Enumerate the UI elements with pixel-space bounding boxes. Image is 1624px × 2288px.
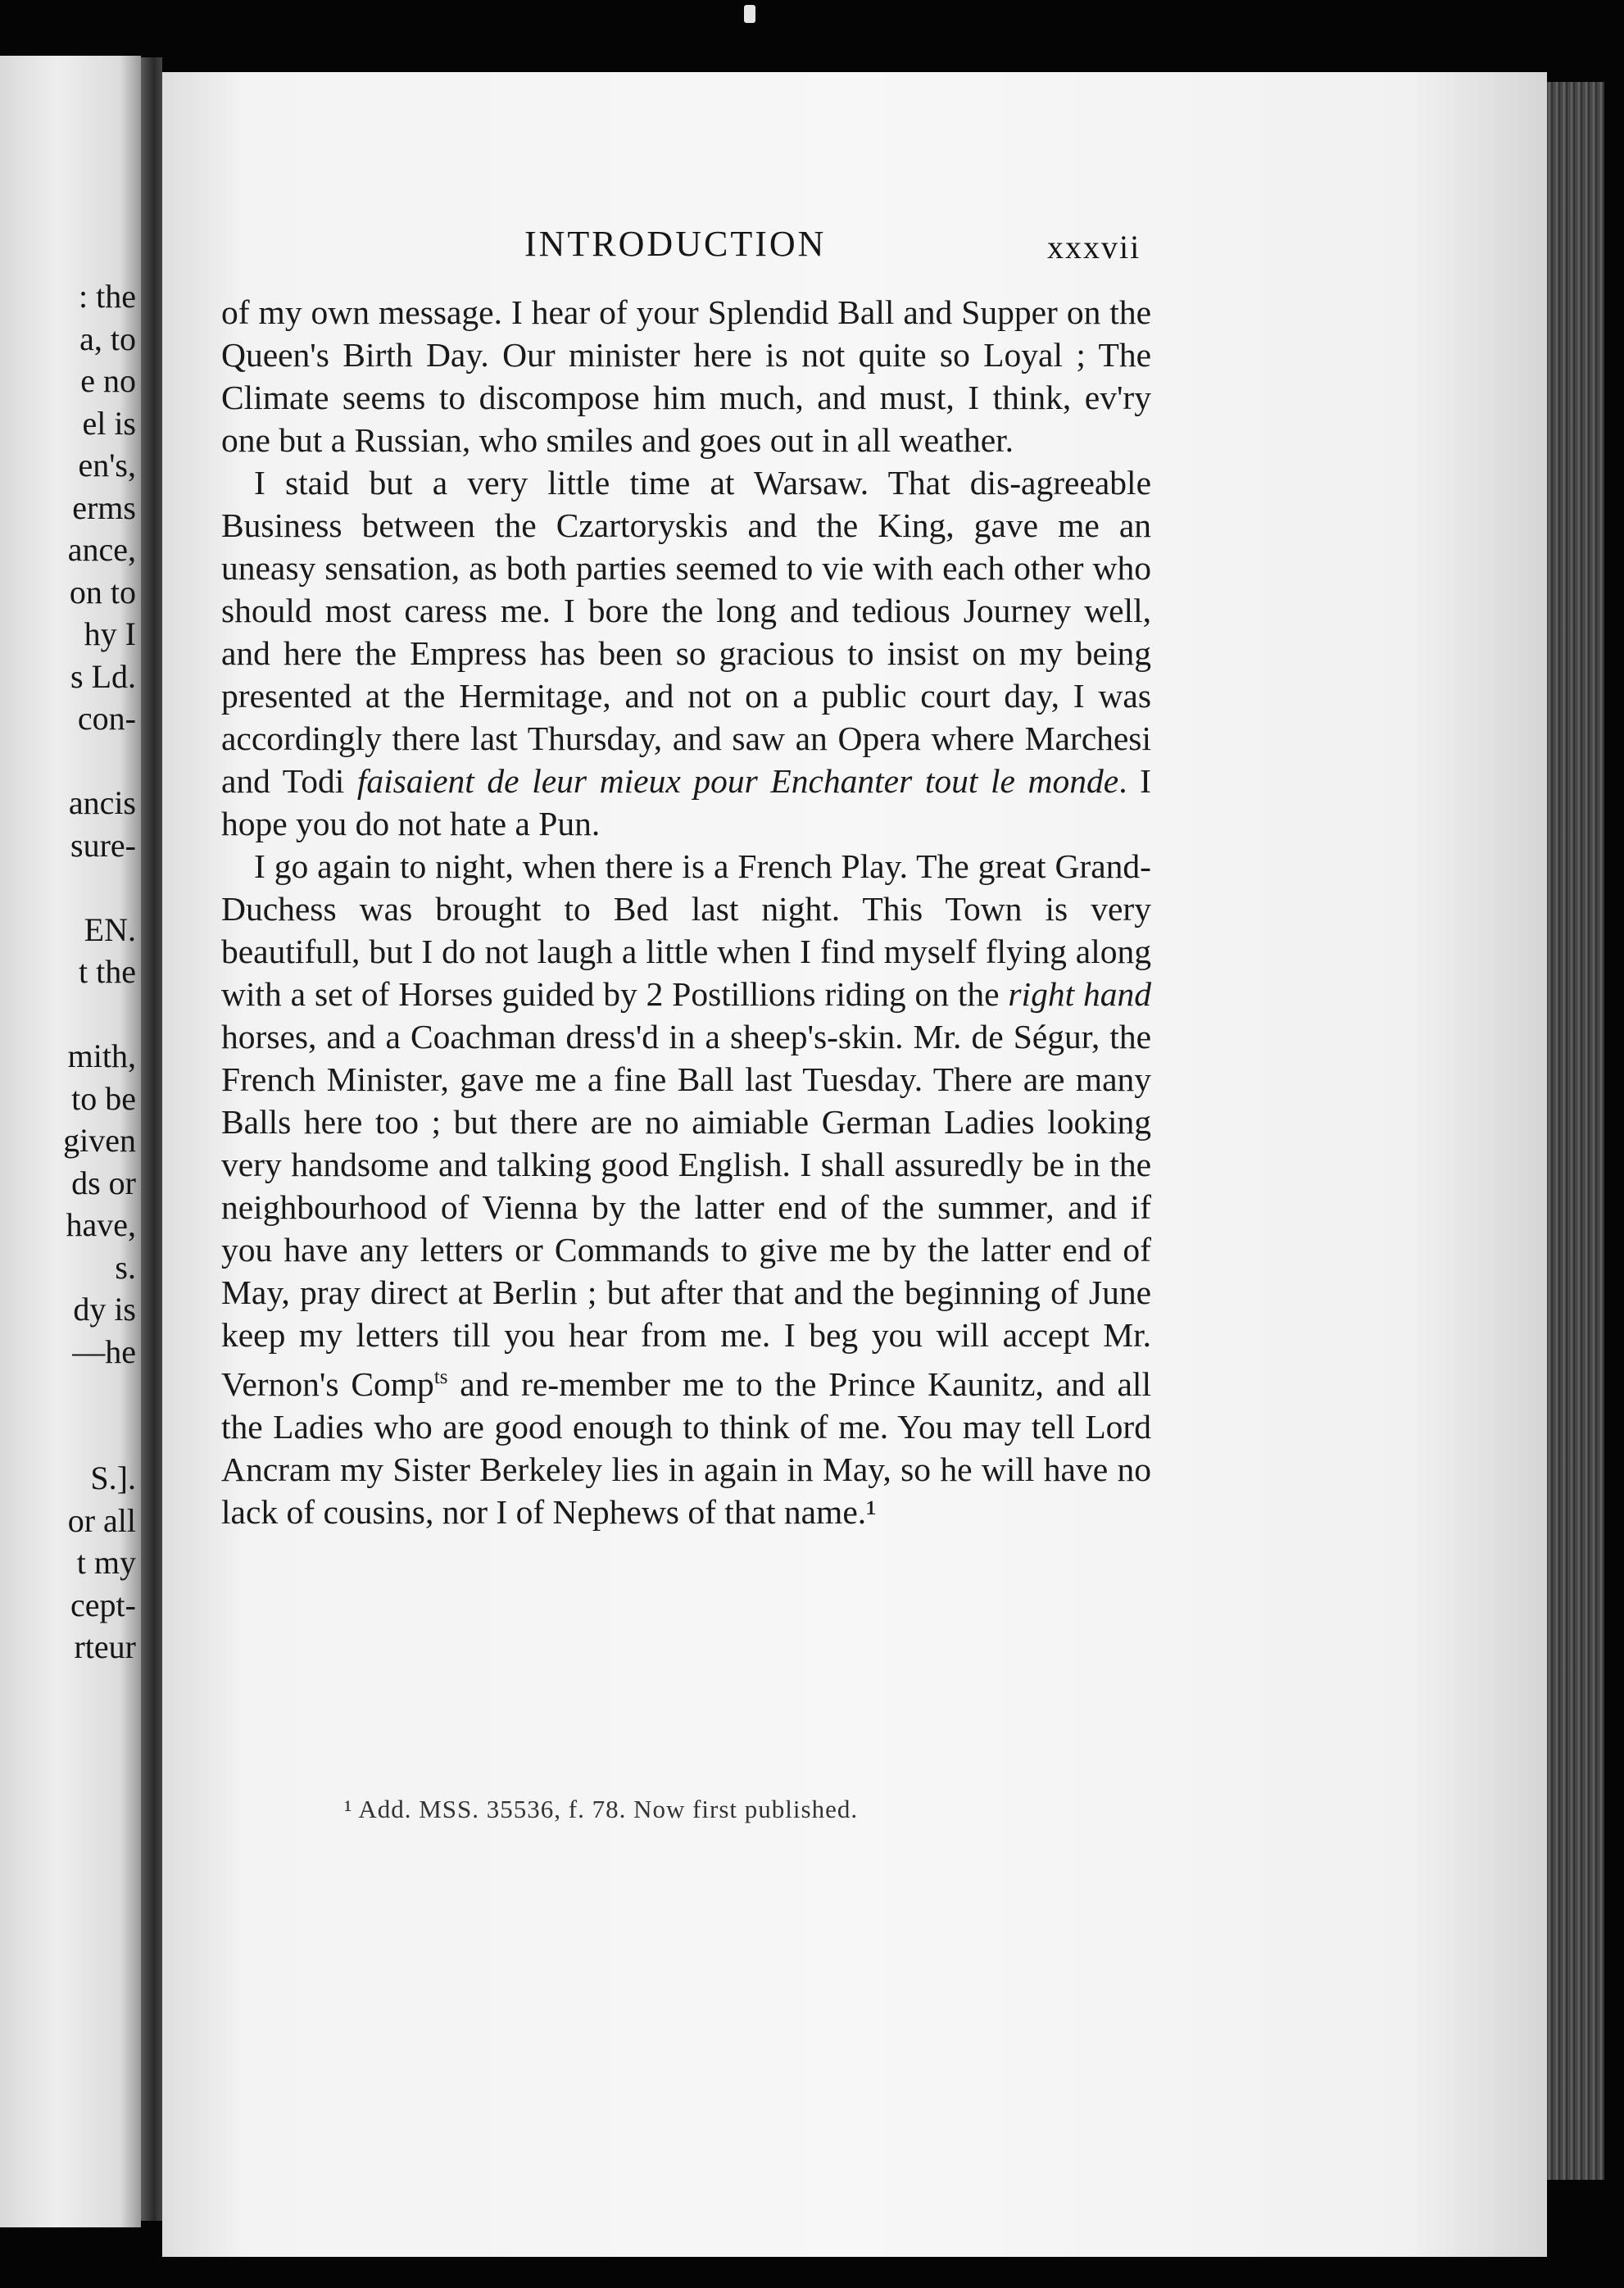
left-page-line: ancis (68, 784, 136, 821)
left-page-line: given (63, 1122, 136, 1159)
left-page-line: or all (67, 1501, 136, 1539)
left-page-line: erms (72, 488, 136, 526)
left-page-line: ance, (67, 531, 136, 568)
left-page-line: have, (66, 1206, 136, 1243)
left-page-line: el is (82, 404, 136, 442)
left-page-line: —he (72, 1332, 136, 1370)
scan-speck (744, 5, 755, 23)
book-gutter (141, 57, 162, 2221)
body-text (221, 291, 1151, 1533)
paragraph-2: I staid but a very little time at Warsaw. That dis-agreeable Business between the Czartoryskis and the King, gave me an uneasy sensation, as both parties seemed to vie with each other who should most caress me. I bore the long and tedious Journey well, and here the Empress has been so gracious to insist on my being presented at the Hermitage, and not on a public court day, I was accordingly there last Thursday, and saw an Opera where Marchesi and Todi faisaient de leur mieux pour Enchanter tout le monde. I hope you do not hate a Pun. (221, 464, 1152, 842)
left-page-line: EN. (84, 910, 136, 948)
left-page-line: cept- (70, 1586, 136, 1623)
left-page-line: rteur (74, 1628, 136, 1665)
running-head: INTRODUCTION (524, 224, 827, 264)
left-page-line: hy I (84, 615, 136, 652)
paragraph-1: of my own message. I hear of your Splendid Ball and Supper on the Queen's Birth Day. Our minister here is not quite so Loyal ; The Climate seems to discompose him much, and must, I think, ev'ry one but a Russian, who smiles and goes out in all weather. (221, 293, 1151, 459)
previous-page-fragment (0, 56, 141, 2227)
left-page-line: on to (69, 573, 136, 611)
left-page-line: con- (77, 700, 136, 737)
paragraph-3: I go again to night, when there is a French Play. The great Grand-Duchess was brought to Bed last night. This Town is very beautifull, but I do not laugh a little when I find myself flying along with a set of Horses guided by 2 Postillions riding on the right hand horses, and a Coachman dress'd in a sheep's-skin. Mr. de Ségur, the French Minister, gave me a fine Ball last Tuesday. There are many Balls here too ; but there are no aimiable German Ladies looking very handsome and talking good English. I shall assuredly be in the neighbourhood of Vienna by the latter end of the summer, and if you have any letters or Commands to give me by the latter end of May, pray direct at Berlin ; but after that and the beginning of June keep my letters till you hear from me. I beg you will accept Mr. Vernon's Comp$^{ts}$ and re-member me to the Prince Kaunitz, and all the Ladies who are good enough to think of me. You may tell Lord Ancram my Sister Berkeley lies in again in May, so he will have no lack of cousins, nor I of Nephews of that name.¹ (221, 847, 1151, 1531)
left-page-line: S.]. (90, 1460, 136, 1496)
footnote: ¹ Add. MSS. 35536, f. 78. Now first published. (344, 1795, 859, 1823)
left-page-line: sure- (70, 826, 136, 864)
page-edges (1547, 82, 1604, 2180)
left-page-line: s. (115, 1248, 136, 1286)
left-page-line: en's, (78, 447, 136, 483)
left-page-line: t the (79, 953, 136, 990)
left-page-line: s Ld. (70, 657, 136, 695)
left-page-line: t my (76, 1544, 136, 1581)
page-number: xxxvii (1047, 229, 1141, 266)
left-page-line: mith, (67, 1037, 136, 1074)
left-page-line: ds or (71, 1164, 136, 1201)
left-page-line: a, to (79, 320, 136, 357)
left-page-line: dy is (73, 1291, 136, 1328)
left-page-line: e no (80, 362, 136, 399)
left-page-line: : the (79, 278, 136, 315)
left-page-line: to be (71, 1079, 136, 1117)
